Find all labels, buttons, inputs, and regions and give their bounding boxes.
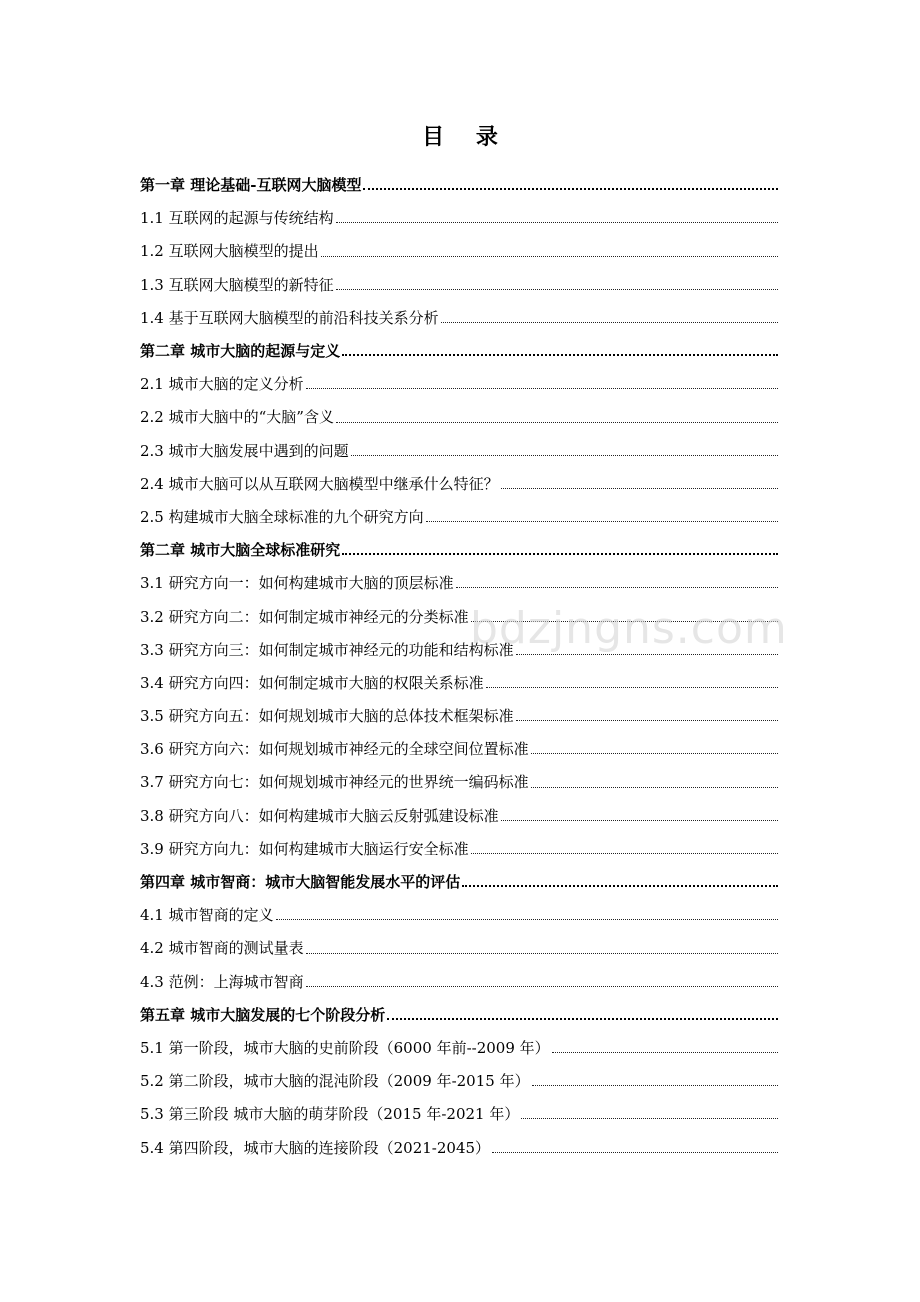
- dot-leader: [462, 885, 778, 887]
- dot-leader: [336, 222, 778, 223]
- toc-section-entry[interactable]: [140, 566, 778, 599]
- toc-section-entry[interactable]: [140, 666, 778, 699]
- dot-leader: [521, 1118, 778, 1119]
- dot-leader: [321, 256, 778, 257]
- toc-section-entry[interactable]: [140, 1064, 778, 1097]
- toc-entry-label: 3.9 研究方向九：如何构建城市大脑运行安全标准: [140, 839, 469, 858]
- toc-section-entry[interactable]: [140, 1130, 778, 1163]
- toc-entry-label: 1.4 基于互联网大脑模型的前沿科技关系分析: [140, 308, 439, 327]
- dot-leader: [363, 188, 778, 190]
- toc-entry-label: 3.6 研究方向六：如何规划城市神经元的全球空间位置标准: [140, 740, 529, 759]
- dot-leader: [532, 1085, 778, 1086]
- toc-section-entry[interactable]: [140, 434, 778, 467]
- toc-entry-label: 3.5 研究方向五：如何规划城市大脑的总体技术框架标准: [140, 707, 514, 726]
- toc-section-entry[interactable]: [140, 965, 778, 998]
- dot-leader: [342, 553, 778, 555]
- toc-section-entry[interactable]: [140, 301, 778, 334]
- toc-section-entry[interactable]: [140, 268, 778, 301]
- toc-entry-label: 4.3 范例：上海城市智商: [140, 972, 304, 991]
- toc-entry-label: 5.3 第三阶段 城市大脑的萌芽阶段（2015 年-2021 年）: [140, 1105, 520, 1124]
- toc-entry-label: 2.2 城市大脑中的“大脑”含义: [140, 408, 334, 427]
- toc-entry-label: 1.1 互联网的起源与传统结构: [140, 209, 334, 228]
- dot-leader: [531, 787, 778, 788]
- dot-leader: [336, 289, 778, 290]
- dot-leader: [387, 1018, 778, 1020]
- page-title: 目 录: [422, 124, 510, 150]
- toc-section-entry[interactable]: [140, 1031, 778, 1064]
- toc-chapter-entry[interactable]: [140, 334, 778, 367]
- dot-leader: [306, 388, 778, 389]
- toc-chapter-entry[interactable]: [140, 998, 778, 1031]
- watermark: bdzjngns.com: [470, 603, 788, 654]
- toc-section-entry[interactable]: [140, 898, 778, 931]
- toc-section-entry[interactable]: [140, 234, 778, 267]
- dot-leader: [441, 322, 778, 323]
- toc-entry-label: 3.2 研究方向二：如何制定城市神经元的分类标准: [140, 607, 469, 626]
- toc-section-entry[interactable]: [140, 467, 778, 500]
- dot-leader: [276, 919, 778, 920]
- toc-chapter-entry[interactable]: [140, 533, 778, 566]
- dot-leader: [306, 986, 778, 987]
- dot-leader: [342, 354, 778, 356]
- toc-section-entry[interactable]: [140, 500, 778, 533]
- toc-entry-label: 2.4 城市大脑可以从互联网大脑模型中继承什么特征？: [140, 474, 499, 493]
- toc-entry-label: 第二章 城市大脑的起源与定义: [140, 342, 341, 361]
- toc-chapter-entry[interactable]: [140, 865, 778, 898]
- toc-entry-label: 第五章 城市大脑发展的七个阶段分析: [140, 1005, 386, 1024]
- dot-leader: [351, 455, 778, 456]
- toc-section-entry[interactable]: [140, 367, 778, 400]
- toc-entry-label: 第二章 城市大脑全球标准研究: [140, 541, 341, 560]
- dot-leader: [426, 521, 778, 522]
- toc-section-entry[interactable]: [140, 732, 778, 765]
- toc-entry-label: 第四章 城市智商：城市大脑智能发展水平的评估: [140, 873, 461, 892]
- toc-entry-label: 2.3 城市大脑发展中遇到的问题: [140, 441, 349, 460]
- toc-entry-label: 4.2 城市智商的测试量表: [140, 939, 304, 958]
- toc-chapter-entry[interactable]: [140, 168, 778, 201]
- toc-entry-label: 1.2 互联网大脑模型的提出: [140, 242, 319, 261]
- toc-entry-label: 5.4 第四阶段，城市大脑的连接阶段（2021-2045）: [140, 1138, 491, 1157]
- toc-section-entry[interactable]: [140, 832, 778, 865]
- dot-leader: [501, 488, 778, 489]
- dot-leader: [456, 587, 778, 588]
- dot-leader: [552, 1052, 778, 1053]
- dot-leader: [531, 753, 778, 754]
- toc-entry-label: 第一章 理论基础-互联网大脑模型: [140, 176, 362, 195]
- toc-entry-label: 1.3 互联网大脑模型的新特征: [140, 275, 334, 294]
- dot-leader: [501, 820, 778, 821]
- toc-section-entry[interactable]: [140, 931, 778, 964]
- dot-leader: [486, 687, 778, 688]
- dot-leader: [306, 953, 778, 954]
- toc-section-entry[interactable]: [140, 201, 778, 234]
- toc-entry-label: 3.3 研究方向三：如何制定城市神经元的功能和结构标准: [140, 640, 514, 659]
- toc-section-entry[interactable]: [140, 1097, 778, 1130]
- toc-entry-label: 3.7 研究方向七：如何规划城市神经元的世界统一编码标准: [140, 773, 529, 792]
- table-of-contents: [140, 168, 778, 1164]
- toc-entry-label: 2.5 构建城市大脑全球标准的九个研究方向: [140, 507, 424, 526]
- dot-leader: [471, 853, 778, 854]
- toc-entry-label: 3.4 研究方向四：如何制定城市大脑的权限关系标准: [140, 673, 484, 692]
- dot-leader: [336, 422, 778, 423]
- toc-section-entry[interactable]: [140, 799, 778, 832]
- toc-entry-label: 5.2 第二阶段，城市大脑的混沌阶段（2009 年-2015 年）: [140, 1072, 530, 1091]
- toc-entry-label: 3.8 研究方向八：如何构建城市大脑云反射弧建设标准: [140, 806, 499, 825]
- toc-entry-label: 3.1 研究方向一：如何构建城市大脑的顶层标准: [140, 574, 454, 593]
- toc-section-entry[interactable]: [140, 400, 778, 433]
- dot-leader: [492, 1152, 778, 1153]
- toc-section-entry[interactable]: [140, 699, 778, 732]
- toc-entry-label: 2.1 城市大脑的定义分析: [140, 375, 304, 394]
- toc-section-entry[interactable]: [140, 765, 778, 798]
- toc-entry-label: 5.1 第一阶段，城市大脑的史前阶段（6000 年前--2009 年）: [140, 1038, 550, 1057]
- dot-leader: [516, 720, 778, 721]
- toc-entry-label: 4.1 城市智商的定义: [140, 906, 274, 925]
